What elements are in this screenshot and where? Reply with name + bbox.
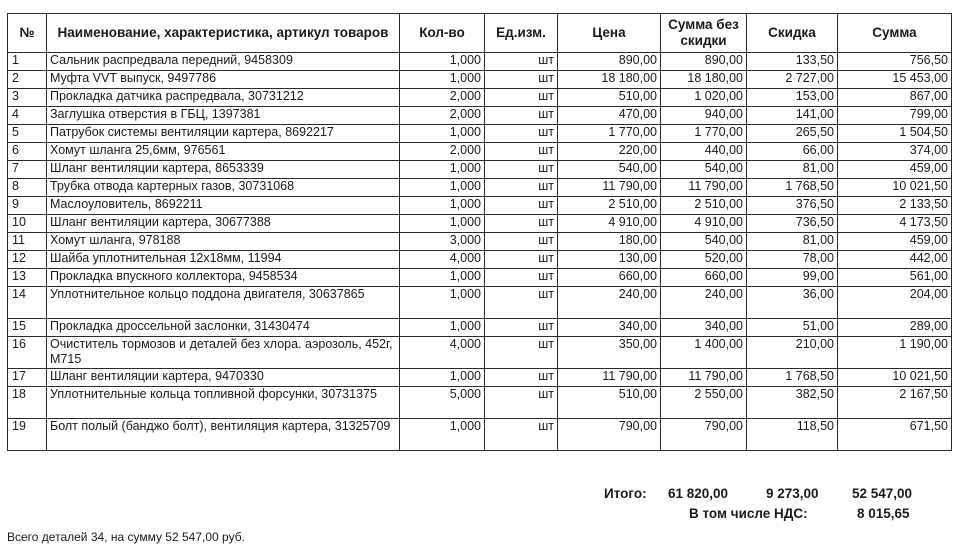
table-row (8, 269, 952, 287)
cell-num: 2 (8, 71, 47, 89)
table-header-row (8, 14, 952, 53)
cell-sum: 867,00 (838, 89, 952, 107)
cell-name: Шланг вентиляции картера, 9470330 (47, 369, 400, 387)
cell-price: 790,00 (558, 419, 661, 451)
cell-price: 470,00 (558, 107, 661, 125)
cell-discount: 118,50 (747, 419, 838, 451)
table-row (8, 251, 952, 269)
cell-sum: 1 504,50 (838, 125, 952, 143)
cell-qty: 5,000 (400, 387, 485, 419)
cell-unit: шт (485, 143, 558, 161)
cell-name: Прокладка датчика распредвала, 30731212 (47, 89, 400, 107)
cell-sum: 15 453,00 (838, 71, 952, 89)
cell-price: 350,00 (558, 337, 661, 369)
cell-sum-no-discount: 1 400,00 (661, 337, 747, 369)
cell-discount: 81,00 (747, 233, 838, 251)
cell-num: 13 (8, 269, 47, 287)
cell-sum-no-discount: 18 180,00 (661, 71, 747, 89)
cell-sum-no-discount: 4 910,00 (661, 215, 747, 233)
cell-qty: 2,000 (400, 107, 485, 125)
cell-unit: шт (485, 233, 558, 251)
cell-qty: 3,000 (400, 233, 485, 251)
cell-qty: 4,000 (400, 251, 485, 269)
cell-qty: 1,000 (400, 369, 485, 387)
cell-sum: 2 167,50 (838, 387, 952, 419)
cell-name: Шайба уплотнительная 12х18мм, 11994 (47, 251, 400, 269)
cell-sum-no-discount: 660,00 (661, 269, 747, 287)
cell-unit: шт (485, 319, 558, 337)
cell-name: Маслоуловитель, 8692211 (47, 197, 400, 215)
table-row (8, 125, 952, 143)
cell-name: Заглушка отверстия в ГБЦ, 1397381 (47, 107, 400, 125)
items-table (7, 13, 952, 451)
table-row (8, 179, 952, 197)
total-sum-no-discount: 61 820,00 (668, 486, 729, 501)
cell-discount: 1 768,50 (747, 179, 838, 197)
cell-sum: 561,00 (838, 269, 952, 287)
cell-price: 4 910,00 (558, 215, 661, 233)
cell-sum: 4 173,50 (838, 215, 952, 233)
cell-price: 240,00 (558, 287, 661, 319)
cell-num: 11 (8, 233, 47, 251)
cell-price: 540,00 (558, 161, 661, 179)
cell-name: Патрубок системы вентиляции картера, 8692217 (47, 125, 400, 143)
cell-qty: 1,000 (400, 197, 485, 215)
table-row (8, 369, 952, 387)
cell-unit: шт (485, 251, 558, 269)
cell-price: 11 790,00 (558, 179, 661, 197)
vat-value: 8 015,65 (857, 506, 910, 521)
cell-qty: 2,000 (400, 89, 485, 107)
cell-name: Уплотнительное кольцо поддона двигателя, 30637865 (47, 287, 400, 319)
cell-num: 10 (8, 215, 47, 233)
total-label: Итого: (604, 486, 647, 501)
cell-unit: шт (485, 197, 558, 215)
table-row (8, 287, 952, 319)
cell-unit: шт (485, 89, 558, 107)
cell-name: Трубка отвода картерных газов, 30731068 (47, 179, 400, 197)
table-row (8, 419, 952, 451)
cell-sum-no-discount: 890,00 (661, 53, 747, 71)
cell-unit: шт (485, 369, 558, 387)
cell-name: Уплотнительные кольца топливной форсунки, 30731375 (47, 387, 400, 419)
total-discount: 9 273,00 (766, 486, 819, 501)
cell-num: 17 (8, 369, 47, 387)
vat-label: В том числе НДС: (689, 506, 808, 521)
cell-num: 3 (8, 89, 47, 107)
cell-sum: 204,00 (838, 287, 952, 319)
cell-qty: 1,000 (400, 71, 485, 89)
cell-qty: 4,000 (400, 337, 485, 369)
cell-unit: шт (485, 419, 558, 451)
cell-discount: 265,50 (747, 125, 838, 143)
cell-price: 11 790,00 (558, 369, 661, 387)
cell-sum-no-discount: 540,00 (661, 161, 747, 179)
cell-num: 7 (8, 161, 47, 179)
cell-name: Очиститель тормозов и деталей без хлора. аэрозоль, 452г, M715 (47, 337, 400, 369)
cell-sum-no-discount: 2 510,00 (661, 197, 747, 215)
cell-unit: шт (485, 215, 558, 233)
cell-name: Шланг вентиляции картера, 30677388 (47, 215, 400, 233)
cell-discount: 141,00 (747, 107, 838, 125)
cell-price: 130,00 (558, 251, 661, 269)
table-row (8, 197, 952, 215)
col-header-num: № (8, 14, 47, 53)
cell-unit: шт (485, 71, 558, 89)
cell-qty: 1,000 (400, 53, 485, 71)
cell-num: 1 (8, 53, 47, 71)
table-row (8, 387, 952, 419)
cell-discount: 133,50 (747, 53, 838, 71)
cell-sum-no-discount: 540,00 (661, 233, 747, 251)
cell-num: 15 (8, 319, 47, 337)
cell-name: Шланг вентиляции картера, 8653339 (47, 161, 400, 179)
col-header-unit: Ед.изм. (485, 14, 558, 53)
cell-discount: 736,50 (747, 215, 838, 233)
cell-qty: 1,000 (400, 319, 485, 337)
cell-sum: 289,00 (838, 319, 952, 337)
cell-unit: шт (485, 387, 558, 419)
table-row (8, 107, 952, 125)
cell-num: 14 (8, 287, 47, 319)
cell-price: 510,00 (558, 89, 661, 107)
cell-sum-no-discount: 2 550,00 (661, 387, 747, 419)
cell-num: 5 (8, 125, 47, 143)
cell-sum-no-discount: 11 790,00 (661, 179, 747, 197)
cell-price: 180,00 (558, 233, 661, 251)
cell-unit: шт (485, 287, 558, 319)
cell-num: 12 (8, 251, 47, 269)
cell-discount: 382,50 (747, 387, 838, 419)
cell-price: 220,00 (558, 143, 661, 161)
table-row (8, 143, 952, 161)
total-sum: 52 547,00 (852, 486, 913, 501)
cell-unit: шт (485, 337, 558, 369)
cell-qty: 2,000 (400, 143, 485, 161)
table-row (8, 71, 952, 89)
footer-summary: Всего деталей 34, на сумму 52 547,00 руб. (7, 530, 245, 544)
cell-qty: 1,000 (400, 419, 485, 451)
cell-sum-no-discount: 1 020,00 (661, 89, 747, 107)
cell-name: Хомут шланга 25,6мм, 976561 (47, 143, 400, 161)
cell-discount: 51,00 (747, 319, 838, 337)
cell-discount: 66,00 (747, 143, 838, 161)
cell-unit: шт (485, 125, 558, 143)
cell-sum: 756,50 (838, 53, 952, 71)
cell-num: 9 (8, 197, 47, 215)
cell-discount: 376,50 (747, 197, 838, 215)
cell-price: 890,00 (558, 53, 661, 71)
cell-qty: 1,000 (400, 287, 485, 319)
cell-sum-no-discount: 340,00 (661, 319, 747, 337)
cell-sum: 2 133,50 (838, 197, 952, 215)
cell-discount: 153,00 (747, 89, 838, 107)
cell-num: 6 (8, 143, 47, 161)
cell-price: 18 180,00 (558, 71, 661, 89)
cell-sum: 10 021,50 (838, 179, 952, 197)
cell-sum-no-discount: 520,00 (661, 251, 747, 269)
cell-price: 1 770,00 (558, 125, 661, 143)
cell-discount: 99,00 (747, 269, 838, 287)
cell-sum-no-discount: 440,00 (661, 143, 747, 161)
table-row (8, 215, 952, 233)
cell-name: Прокладка впускного коллектора, 9458534 (47, 269, 400, 287)
cell-discount: 36,00 (747, 287, 838, 319)
cell-discount: 81,00 (747, 161, 838, 179)
cell-discount: 2 727,00 (747, 71, 838, 89)
table-row (8, 319, 952, 337)
cell-discount: 1 768,50 (747, 369, 838, 387)
table-row (8, 161, 952, 179)
cell-qty: 1,000 (400, 125, 485, 143)
cell-sum: 459,00 (838, 233, 952, 251)
cell-sum-no-discount: 11 790,00 (661, 369, 747, 387)
cell-num: 19 (8, 419, 47, 451)
cell-sum: 1 190,00 (838, 337, 952, 369)
cell-name: Болт полый (банджо болт), вентиляция картера, 31325709 (47, 419, 400, 451)
cell-qty: 1,000 (400, 161, 485, 179)
table-row (8, 89, 952, 107)
cell-num: 16 (8, 337, 47, 369)
cell-sum: 459,00 (838, 161, 952, 179)
cell-unit: шт (485, 53, 558, 71)
cell-sum: 10 021,50 (838, 369, 952, 387)
cell-qty: 1,000 (400, 215, 485, 233)
cell-sum-no-discount: 790,00 (661, 419, 747, 451)
table-row (8, 53, 952, 71)
cell-price: 510,00 (558, 387, 661, 419)
cell-qty: 1,000 (400, 179, 485, 197)
col-header-discount: Скидка (747, 14, 838, 53)
cell-unit: шт (485, 161, 558, 179)
cell-sum-no-discount: 240,00 (661, 287, 747, 319)
cell-sum-no-discount: 1 770,00 (661, 125, 747, 143)
cell-unit: шт (485, 179, 558, 197)
table-row (8, 337, 952, 369)
cell-price: 340,00 (558, 319, 661, 337)
cell-price: 2 510,00 (558, 197, 661, 215)
cell-sum: 442,00 (838, 251, 952, 269)
cell-price: 660,00 (558, 269, 661, 287)
cell-name: Муфта VVT выпуск, 9497786 (47, 71, 400, 89)
cell-sum: 671,50 (838, 419, 952, 451)
cell-num: 4 (8, 107, 47, 125)
cell-num: 8 (8, 179, 47, 197)
col-header-name: Наименование, характеристика, артикул товаров (47, 14, 400, 53)
cell-unit: шт (485, 269, 558, 287)
cell-discount: 78,00 (747, 251, 838, 269)
col-header-sum: Сумма (838, 14, 952, 53)
col-header-sum-no-discount: Сумма без скидки (661, 14, 747, 53)
col-header-price: Цена (558, 14, 661, 53)
cell-name: Сальник распредвала передний, 9458309 (47, 53, 400, 71)
table-row (8, 233, 952, 251)
cell-unit: шт (485, 107, 558, 125)
cell-sum: 374,00 (838, 143, 952, 161)
cell-discount: 210,00 (747, 337, 838, 369)
col-header-qty: Кол-во (400, 14, 485, 53)
cell-num: 18 (8, 387, 47, 419)
cell-sum: 799,00 (838, 107, 952, 125)
cell-name: Прокладка дроссельной заслонки, 31430474 (47, 319, 400, 337)
cell-sum-no-discount: 940,00 (661, 107, 747, 125)
cell-name: Хомут шланга, 978188 (47, 233, 400, 251)
cell-qty: 1,000 (400, 269, 485, 287)
